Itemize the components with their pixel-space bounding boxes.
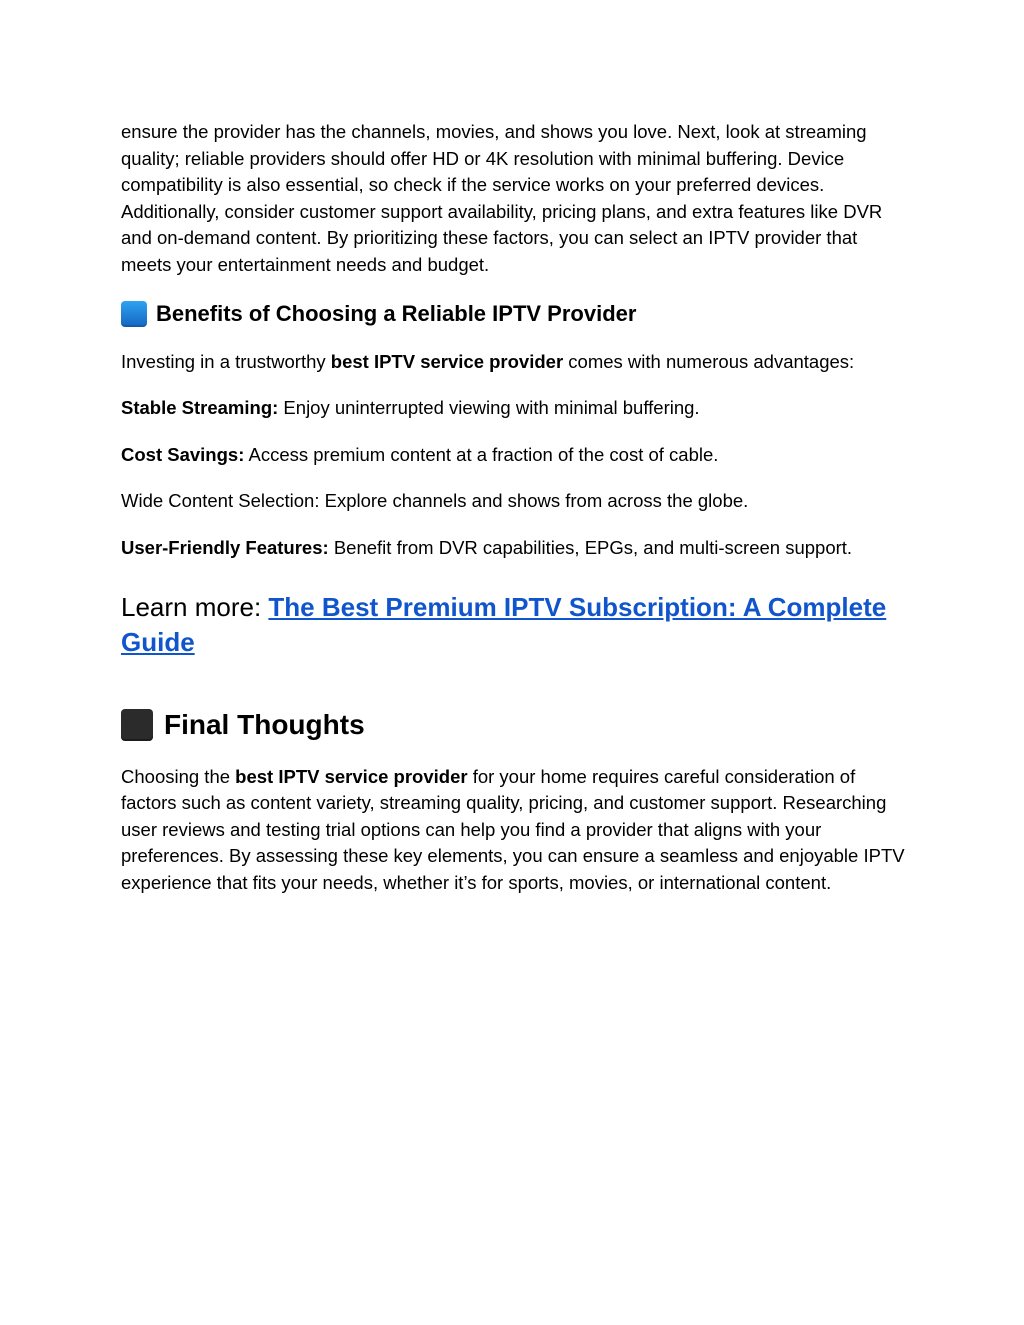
final-thoughts-heading	[121, 707, 911, 743]
learn-more-prefix: Learn more:	[121, 591, 269, 622]
black-square-icon	[121, 709, 153, 741]
learn-more-line	[121, 590, 911, 660]
benefit-item-label: User-Friendly Features:	[121, 536, 329, 558]
benefits-heading	[121, 299, 911, 329]
blue-square-icon	[121, 301, 147, 327]
benefit-item-text: Wide Content Selection: Explore channels and shows from across the globe.	[121, 490, 749, 512]
final-thoughts-paragraph	[121, 764, 911, 897]
benefit-item	[121, 535, 911, 562]
benefits-lead-after: comes with numerous advantages:	[563, 350, 855, 372]
final-before: Choosing the	[121, 765, 236, 787]
benefits-lead-paragraph	[121, 349, 911, 376]
document-content	[121, 119, 911, 897]
learn-more-link[interactable]: The Best Premium IPTV Subscription: A Complete Guide	[121, 591, 887, 657]
final-after: for your home requires careful consideration of factors such as content variety, streaming quality, pricing, and customer support. Researching user reviews and testing trial options can help you find a provider that aligns with your preferences. By assessing these key elements, you can ensure a seamless and enjoyable IPTV experience that fits your needs, whether it’s for sports, movies, or international content.	[121, 765, 905, 893]
final-bold: best IPTV service provider	[235, 765, 468, 787]
benefit-item-text: Enjoy uninterrupted viewing with minimal buffering.	[278, 397, 700, 419]
benefit-item-text: Benefit from DVR capabilities, EPGs, and multi-screen support.	[328, 536, 853, 558]
benefit-item-label: Cost Savings:	[121, 443, 245, 465]
benefit-item	[121, 442, 911, 469]
benefits-heading-text: Benefits of Choosing a Reliable IPTV Provider	[156, 300, 637, 326]
benefit-item	[121, 395, 911, 422]
benefit-item-text: Access premium content at a fraction of the cost of cable.	[244, 443, 719, 465]
intro-paragraph: ensure the provider has the channels, movies, and shows you love. Next, look at streaming quality; reliable providers should offer HD or 4K resolution with minimal buffering. Device compatibility is also essential, so check if the service works on your preferred devices. Additionally, consider customer support availability, pricing plans, and extra features like DVR and on-demand content. By prioritizing these factors, you can select an IPTV provider that meets your entertainment needs and budget.	[121, 121, 883, 275]
benefits-lead-before: Investing in a trustworthy	[121, 350, 331, 372]
benefit-item	[121, 488, 911, 515]
final-thoughts-heading-text: Final Thoughts	[164, 708, 365, 740]
benefit-item-label: Stable Streaming:	[121, 397, 279, 419]
benefits-lead-bold: best IPTV service provider	[330, 350, 564, 372]
